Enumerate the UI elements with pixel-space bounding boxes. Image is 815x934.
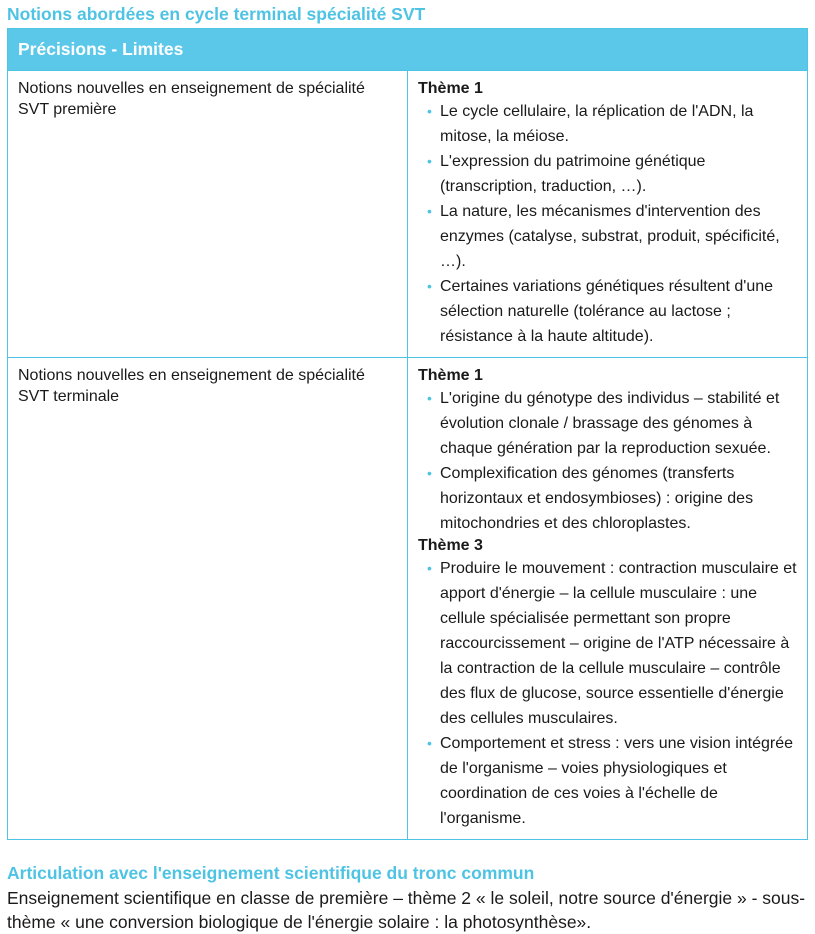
bullet-icon: • bbox=[427, 278, 432, 294]
list-item bbox=[427, 99, 797, 149]
list-item bbox=[427, 274, 797, 349]
bullet-icon: • bbox=[427, 103, 432, 119]
bullet-icon: • bbox=[427, 465, 432, 481]
articulation-text: Enseignement scientifique en classe de première – thème 2 « le soleil, notre source d'énergie » - sous-thème « une conversion biologique de l'énergie solaire : la photosynthèse». bbox=[7, 888, 806, 932]
list-item-text: Certaines variations génétiques résultent d'une sélection naturelle (tolérance au lactose ; résistance à la haute altitude). bbox=[440, 278, 774, 345]
list-item bbox=[427, 199, 797, 274]
theme-title: Thème 3 bbox=[418, 537, 483, 554]
list-item-text: L'expression du patrimoine génétique (transcription, traduction, …). bbox=[440, 153, 706, 195]
bullet-icon: • bbox=[427, 560, 432, 576]
bullet-icon: • bbox=[427, 390, 432, 406]
page-title: Notions abordées en cycle terminal spécialité SVT bbox=[7, 4, 426, 24]
list-item-text: Produire le mouvement : contraction musculaire et apport d'énergie – la cellule musculaire : une cellule spécialisée permettant son propre raccourcissement – origine de l'ATP nécessaire à la contraction de la cellule musculaire – contrôle des flux de glucose, source essentielle d'énergie des cellules musculaires. bbox=[440, 560, 797, 727]
content-cell bbox=[408, 358, 808, 840]
list-item-text: La nature, les mécanismes d'intervention des enzymes (catalyse, substrat, produit, spécificité, …). bbox=[440, 203, 780, 270]
bullet-list bbox=[418, 556, 797, 831]
list-item-text: Le cycle cellulaire, la réplication de l'ADN, la mitose, la méiose. bbox=[440, 103, 754, 145]
table-row bbox=[8, 71, 808, 358]
list-item bbox=[427, 386, 797, 461]
list-item bbox=[427, 149, 797, 199]
list-item bbox=[427, 461, 797, 536]
bullet-list bbox=[418, 386, 797, 536]
notion-cell: Notions nouvelles en enseignement de spécialité SVT première bbox=[8, 71, 408, 358]
theme-title: Thème 1 bbox=[418, 367, 483, 384]
list-item-text: Comportement et stress : vers une vision intégrée de l'organisme – voies physiologiques et coordination de ces voies à l'échelle de l'organisme. bbox=[440, 735, 794, 827]
bullet-list bbox=[418, 99, 797, 349]
articulation-title: Articulation avec l'enseignement scientifique du tronc commun bbox=[7, 863, 535, 883]
list-item-text: L'origine du génotype des individus – stabilité et évolution clonale / brassage des génomes à chaque génération par la reproduction sexuée. bbox=[440, 390, 780, 457]
notion-cell: Notions nouvelles en enseignement de spécialité SVT terminale bbox=[8, 358, 408, 840]
list-item bbox=[427, 556, 797, 731]
notions-table bbox=[7, 28, 808, 840]
table-row bbox=[8, 358, 808, 840]
list-item-text: Complexification des génomes (transferts horizontaux et endosymbioses) : origine des mitochondries et des chloroplastes. bbox=[440, 465, 754, 532]
table-header: Précisions - Limites bbox=[8, 29, 808, 71]
content-cell bbox=[408, 71, 808, 358]
bullet-icon: • bbox=[427, 153, 432, 169]
bullet-icon: • bbox=[427, 203, 432, 219]
theme-title: Thème 1 bbox=[418, 80, 483, 97]
bullet-icon: • bbox=[427, 735, 432, 751]
list-item bbox=[427, 731, 797, 831]
